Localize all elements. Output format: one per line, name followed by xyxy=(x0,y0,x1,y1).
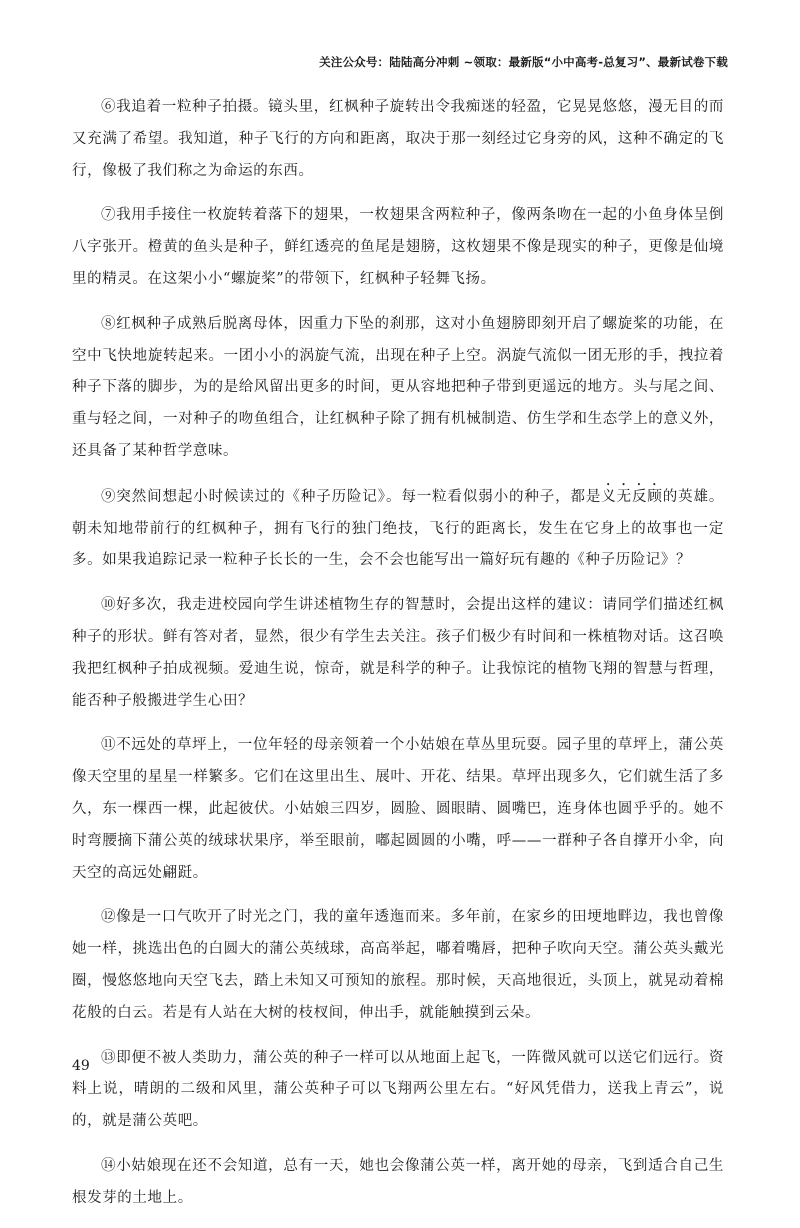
paragraph-6: ⑥我追着一粒种子拍摄。镜头里，红枫种子旋转出令我痴迷的轻盈，它晃晃悠悠，漫无目的而又充满了希望。我知道，种子飞行的方向和距离，取决于那一刻经过它身旁的风，这种不确定的飞行，像极了我们称之为命运的东西。 xyxy=(72,99,724,179)
paragraph-9-before: ⑨突然间想起小时候读过的《种子历险记》。每一粒看似弱小的种子，都是 xyxy=(101,488,602,505)
page-header: 关注公众号：陆陆高分冲刺 ~领取：最新版“小中高考-总复习”、最新试卷下载 xyxy=(319,55,728,69)
article-body xyxy=(72,92,724,1228)
emphasized-phrase: 义无反顾 xyxy=(601,488,663,505)
paragraph-9-after: 的英雄。朝未知地带前行的红枫种子，拥有飞行的独门绝技，飞行的距离长，发生在它身上的故事也一定多。如果我追踪记录一粒种子长长的一生，会不会也能写出一篇好玩有趣的《种子历险记》？ xyxy=(72,488,725,569)
paragraph-11: ⑪不远处的草坪上，一位年轻的母亲领着一个小姑娘在草丛里玩耍。园子里的草坪上，蒲公英像天空里的星星一样繁多。它们在这里出生、展叶、开花、结果。草坪出现多久，它们就生活了多久，东一棵西一棵，此起彼伏。小姑娘三四岁，圆脸、圆眼睛、圆嘴巴，连身体也圆乎乎的。她不时弯腰摘下蒲公英的绒球状果序，举至眼前，嘟起圆圆的小嘴，呼——一群种子各自撑开小伞，向天空的高远处翩跹。 xyxy=(72,737,724,881)
paragraph-10: ⑩好多次，我走进校园向学生讲述植物生存的智慧时，会提出这样的建议：请同学们描述红枫种子的形状。鲜有答对者，显然，很少有学生去关注。孩子们极少有时间和一株植物对话。这召唤我把红枫种子拍成视频。爱迪生说，惊奇，就是科学的种子。让我惊诧的植物飞翔的智慧与哲理，能否种子般搬进学生心田？ xyxy=(72,597,724,709)
paragraph-8: ⑧红枫种子成熟后脱离母体，因重力下坠的刹那，这对小鱼翅膀即刻开启了螺旋桨的功能，在空中飞快地旋转起来。一团小小的涡旋气流，出现在种子上空。涡旋气流似一团无形的手，拽拉着种子下落的脚步，为的是给风留出更多的时间，更从容地把种子带到更遥远的地方。头与尾之间、重与轻之间，一对种子的吻鱼组合，让红枫种子除了拥有机械制造、仿生学和生态学上的意义外，还具备了某种哲学意味。 xyxy=(72,315,724,459)
paragraph-12: ⑫像是一口气吹开了时光之门，我的童年透迤而来。多年前，在家乡的田埂地畔边，我也曾像她一样，挑选出色的白圆大的蒲公英绒球，高高举起，嘟着嘴唇，把种子吹向天空。蒲公英头戴光圈，慢悠悠地向天空飞去，踏上未知又可预知的旅程。那时候，天高地很近，头顶上，就晃动着棉花般的白云。若是有人站在大树的枝杈间，伸出手，就能触摸到云朵。 xyxy=(72,909,724,1021)
paragraph-7: ⑦我用手接住一枚旋转着落下的翅果，一枚翅果含两粒种子，像两条吻在一起的小鱼身体呈倒八字张开。橙黄的鱼头是种子，鲜红透亮的鱼尾是翅膀，这枚翅果不像是现实的种子，更像是仙境里的精灵。在这架小小“螺旋桨”的带领下，红枫种子轻舞飞扬。 xyxy=(72,207,724,287)
paragraph-13: ⑬即便不被人类助力，蒲公英的种子一样可以从地面上起飞，一阵微风就可以送它们远行。资料上说，晴朗的二级和风里，蒲公英种子可以飞翔两公里左右。“好风凭借力，送我上青云”，说的，就是蒲公英吧。 xyxy=(72,1049,724,1130)
paragraph-14: ⑭小姑娘现在还不会知道，总有一天，她也会像蒲公英一样，离开她的母亲，飞到适合自己生根发芽的土地上。 xyxy=(72,1157,724,1206)
paragraph-9 xyxy=(72,481,724,577)
page-number: 49 xyxy=(72,1058,90,1074)
